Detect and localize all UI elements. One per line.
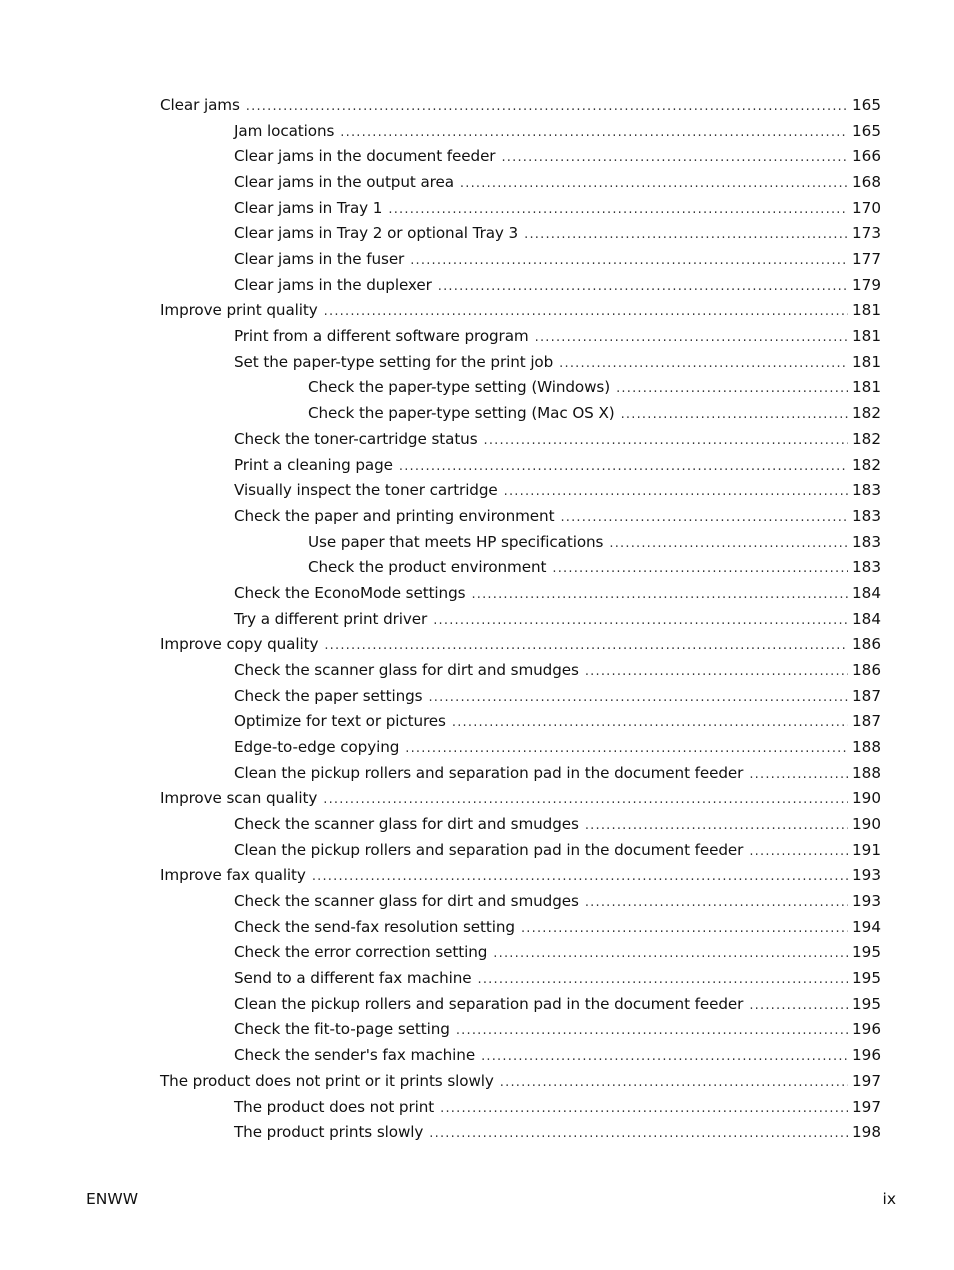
toc-entry-page-number: 181 xyxy=(852,301,881,320)
toc-entry-title: Clear jams in the duplexer xyxy=(234,275,432,294)
toc-dot-leader xyxy=(749,993,848,1019)
toc-entry-page-number: 181 xyxy=(852,352,881,371)
toc-entry[interactable] xyxy=(234,939,881,965)
toc-entry-page-number: 193 xyxy=(852,866,881,885)
toc-dot-leader xyxy=(749,839,848,865)
toc-entry-page-number: 186 xyxy=(852,635,881,654)
toc-entry-title: Check the paper-type setting (Mac OS X) xyxy=(308,404,615,423)
toc-entry-title: Clear jams in the output area xyxy=(234,173,454,192)
footer-publisher-code: ENWW xyxy=(86,1190,139,1208)
toc-dot-leader xyxy=(585,813,848,839)
toc-entry[interactable] xyxy=(234,477,881,503)
toc-dot-leader xyxy=(621,402,848,428)
toc-entry[interactable] xyxy=(160,92,881,118)
toc-entry[interactable] xyxy=(234,426,881,452)
toc-entry[interactable] xyxy=(234,195,881,221)
toc-dot-leader xyxy=(560,505,848,531)
toc-entry-page-number: 197 xyxy=(852,1097,881,1116)
toc-entry[interactable] xyxy=(234,734,881,760)
toc-dot-leader xyxy=(559,351,848,377)
toc-entry[interactable] xyxy=(234,965,881,991)
toc-dot-leader xyxy=(500,1070,848,1096)
toc-entry-title: Print from a different software program xyxy=(234,327,529,346)
toc-entry-title: Check the sender's fax machine xyxy=(234,1046,476,1065)
toc-dot-leader xyxy=(493,941,848,967)
toc-entry[interactable] xyxy=(234,452,881,478)
toc-entry[interactable] xyxy=(234,272,881,298)
toc-entry-page-number: 181 xyxy=(852,378,881,397)
toc-entry-page-number: 182 xyxy=(852,404,881,423)
toc-entry-page-number: 179 xyxy=(852,275,881,294)
toc-entry-title: Edge-to-edge copying xyxy=(234,738,400,756)
toc-entry-title: Check the toner-cartridge status xyxy=(234,429,478,448)
toc-entry-title: Check the EconoMode settings xyxy=(234,583,466,602)
toc-dot-leader xyxy=(471,582,848,608)
toc-entry[interactable] xyxy=(234,683,881,709)
toc-dot-leader xyxy=(477,967,848,993)
toc-entry-page-number: 196 xyxy=(852,1046,881,1065)
toc-entry-title: The product prints slowly xyxy=(234,1123,424,1142)
toc-dot-leader xyxy=(340,120,848,146)
toc-entry-page-number: 191 xyxy=(852,840,881,859)
toc-entry-title: Set the paper-type setting for the print job xyxy=(234,352,554,371)
toc-dot-leader xyxy=(609,531,848,557)
toc-dot-leader xyxy=(433,608,848,634)
toc-entry-title: Clear jams in the fuser xyxy=(234,250,405,269)
toc-entry[interactable] xyxy=(160,785,881,811)
toc-entry-page-number: 177 xyxy=(852,250,881,269)
toc-entry-page-number: 190 xyxy=(852,789,881,808)
toc-entry-title: Clear jams in Tray 2 or optional Tray 3 xyxy=(234,224,519,243)
toc-entry-page-number: 193 xyxy=(852,892,881,911)
toc-entry-page-number: 195 xyxy=(852,969,881,988)
toc-entry-page-number: 183 xyxy=(852,506,881,525)
toc-entry-page-number: 196 xyxy=(852,1020,881,1039)
toc-entry-title: Improve scan quality xyxy=(160,789,318,808)
toc-entry-page-number: 181 xyxy=(852,327,881,346)
toc-dot-leader xyxy=(452,710,848,736)
toc-entry-title: Check the scanner glass for dirt and smudges xyxy=(234,815,579,834)
toc-entry-page-number: 166 xyxy=(852,147,881,166)
toc-entry-title: Improve fax quality xyxy=(160,866,306,885)
toc-entry[interactable] xyxy=(234,991,881,1017)
toc-entry-page-number: 188 xyxy=(852,763,881,782)
toc-entry[interactable] xyxy=(234,169,881,195)
toc-entry[interactable] xyxy=(308,374,881,400)
toc-entry-page-number: 187 xyxy=(852,712,881,731)
toc-entry[interactable] xyxy=(308,529,881,555)
toc-entry[interactable] xyxy=(234,220,881,246)
toc-entry[interactable] xyxy=(234,708,881,734)
toc-entry-title: Optimize for text or pictures xyxy=(234,712,446,731)
toc-dot-leader xyxy=(616,376,848,402)
toc-entry-page-number: 194 xyxy=(852,917,881,936)
toc-dot-leader xyxy=(438,274,848,300)
toc-dot-leader xyxy=(504,479,848,505)
toc-entry[interactable] xyxy=(234,143,881,169)
toc-entry[interactable] xyxy=(234,349,881,375)
toc-entry-page-number: 184 xyxy=(852,609,881,628)
toc-entry-title: Improve copy quality xyxy=(160,635,319,654)
toc-entry[interactable] xyxy=(234,323,881,349)
toc-entry-title: Improve print quality xyxy=(160,301,318,320)
toc-dot-leader xyxy=(324,633,848,659)
toc-dot-leader xyxy=(521,916,848,942)
toc-entry-title: Try a different print driver xyxy=(234,609,428,628)
toc-entry-page-number: 170 xyxy=(852,198,881,217)
toc-entry-page-number: 173 xyxy=(852,224,881,243)
toc-entry-title: Check the error correction setting xyxy=(234,943,488,962)
toc-dot-leader xyxy=(399,454,848,480)
toc-entry[interactable] xyxy=(234,118,881,144)
toc-dot-leader xyxy=(481,1044,848,1070)
toc-dot-leader xyxy=(428,685,848,711)
toc-dot-leader xyxy=(405,736,848,762)
footer-page-number: ix xyxy=(882,1190,896,1208)
toc-entry-title: Check the paper and printing environment xyxy=(234,506,555,525)
toc-entry[interactable] xyxy=(234,760,881,786)
toc-dot-leader xyxy=(535,325,848,351)
toc-entry-title: Check the scanner glass for dirt and smudges xyxy=(234,660,579,679)
toc-entry[interactable] xyxy=(234,1094,881,1120)
toc-dot-leader xyxy=(484,428,848,454)
toc-entry-page-number: 168 xyxy=(852,173,881,192)
toc-entry-title: Clear jams in the document feeder xyxy=(234,147,496,166)
toc-entry[interactable] xyxy=(308,554,881,580)
toc-entry-page-number: 165 xyxy=(852,121,881,140)
toc-entry[interactable] xyxy=(160,862,881,888)
toc-entry-page-number: 197 xyxy=(852,1071,881,1090)
toc-dot-leader xyxy=(324,299,848,325)
toc-dot-leader xyxy=(323,787,848,813)
toc-entry[interactable] xyxy=(160,631,881,657)
toc-entry-page-number: 165 xyxy=(852,96,881,114)
toc-dot-leader xyxy=(312,864,848,890)
toc-entry[interactable] xyxy=(308,400,881,426)
toc-dot-leader xyxy=(246,94,848,120)
toc-dot-leader xyxy=(585,659,848,685)
toc-entry[interactable] xyxy=(234,837,881,863)
toc-dot-leader xyxy=(429,1121,848,1147)
toc-dot-leader xyxy=(552,556,848,582)
toc-entry[interactable] xyxy=(234,811,881,837)
toc-entry[interactable] xyxy=(234,1042,881,1068)
toc-entry-page-number: 182 xyxy=(852,455,881,474)
toc-entry-title: Check the paper settings xyxy=(234,686,423,705)
toc-entry[interactable] xyxy=(234,657,881,683)
toc-entry-title: Check the fit-to-page setting xyxy=(234,1020,450,1039)
toc-dot-leader xyxy=(456,1018,848,1044)
toc-entry-title: The product does not print xyxy=(234,1097,435,1116)
toc-entry-page-number: 182 xyxy=(852,429,881,448)
toc-entry-page-number: 195 xyxy=(852,943,881,962)
toc-entry-page-number: 190 xyxy=(852,815,881,834)
toc-entry[interactable] xyxy=(234,1119,881,1145)
toc-entry[interactable] xyxy=(234,888,881,914)
toc-entry[interactable] xyxy=(234,914,881,940)
toc-entry-title: Clear jams xyxy=(160,96,240,114)
toc-entry-title: Check the send-fax resolution setting xyxy=(234,917,515,936)
toc-dot-leader xyxy=(749,762,848,788)
toc-entry-title: Clean the pickup rollers and separation pad in the document feeder xyxy=(234,763,744,782)
toc-entry-title: Clean the pickup rollers and separation pad in the document feeder xyxy=(234,994,744,1013)
toc-entry-page-number: 183 xyxy=(852,558,881,577)
toc-entry-title: Clear jams in Tray 1 xyxy=(234,198,383,217)
toc-dot-leader xyxy=(501,145,848,171)
toc-entry[interactable] xyxy=(234,1016,881,1042)
toc-entry-title: Visually inspect the toner cartridge xyxy=(234,481,498,500)
toc-dot-leader xyxy=(460,171,848,197)
toc-entry-title: Check the paper-type setting (Windows) xyxy=(308,378,611,397)
toc-entry[interactable] xyxy=(234,246,881,272)
toc-entry-page-number: 183 xyxy=(852,481,881,500)
toc-entry[interactable] xyxy=(160,297,881,323)
toc-entry-title: Check the product environment xyxy=(308,558,547,577)
toc-entry-title: Use paper that meets HP specifications xyxy=(308,532,604,551)
toc-dot-leader xyxy=(440,1096,848,1122)
toc-entry-title: Jam locations xyxy=(234,121,335,140)
toc-entry-title: Clean the pickup rollers and separation pad in the document feeder xyxy=(234,840,744,859)
toc-dot-leader xyxy=(410,248,848,274)
toc-entry-title: Print a cleaning page xyxy=(234,455,393,474)
toc-entry[interactable] xyxy=(234,580,881,606)
toc-entry[interactable] xyxy=(234,606,881,632)
toc-entry-page-number: 198 xyxy=(852,1123,881,1142)
toc-entry-title: Check the scanner glass for dirt and smudges xyxy=(234,892,579,911)
toc-entry-page-number: 184 xyxy=(852,583,881,602)
toc-entry-page-number: 195 xyxy=(852,994,881,1013)
toc-entry[interactable] xyxy=(234,503,881,529)
toc-entry-page-number: 183 xyxy=(852,532,881,551)
toc-dot-leader xyxy=(388,197,848,223)
toc-entry-page-number: 188 xyxy=(852,738,881,756)
toc-entry-title: Send to a different fax machine xyxy=(234,969,472,988)
toc-entry-page-number: 186 xyxy=(852,660,881,679)
toc-dot-leader xyxy=(524,222,848,248)
toc-entry-title: The product does not print or it prints slowly xyxy=(160,1071,494,1090)
toc-entry[interactable] xyxy=(160,1068,881,1094)
toc-dot-leader xyxy=(585,890,848,916)
toc-entry-page-number: 187 xyxy=(852,686,881,705)
